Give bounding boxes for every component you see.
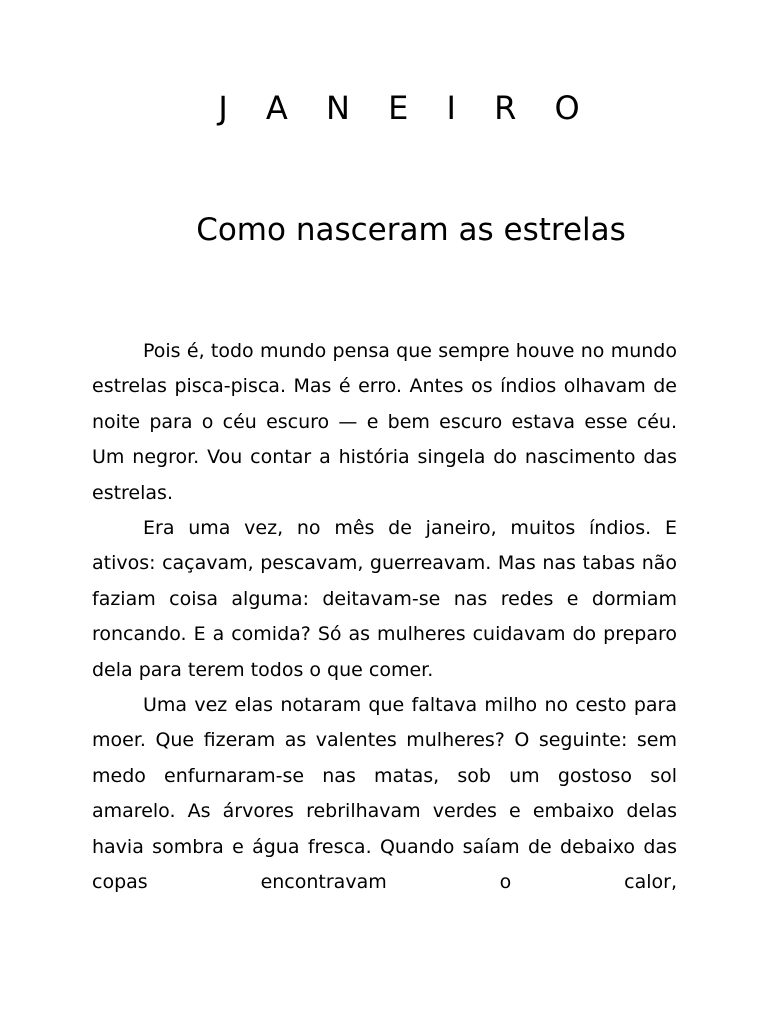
story-title: Como nasceram as estrelas <box>196 212 626 248</box>
paragraph-2: Era uma vez, no mês de janeiro, muitos índios. E ativos: caçavam, pescavam, guerreavam. Mas nas tabas não faziam coisa alguma: deitavam-se nas redes e dormiam roncando. E a comida? Só as mulheres cuidavam do preparo dela para terem todos o que comer. <box>92 517 677 681</box>
chapter-heading: J A N E I R O <box>218 89 594 127</box>
paragraph-1: Pois é, todo mundo pensa que sempre houve no mundo estrelas pisca-pisca. Mas é erro. Antes os índios olhavam de noite para o céu escuro — e bem escuro estava esse céu. Um negror. Vou contar a história singela do nascimento das estrelas. <box>92 340 677 504</box>
body-text <box>92 334 677 901</box>
paragraph-3: Uma vez elas notaram que faltava milho no cesto para moer. Que fizeram as valentes mulheres? O seguinte: sem medo enfurnaram-se nas matas, sob um gostoso sol amarelo. As árvores rebrilhavam verdes e embaixo delas havia sombra e água fresca. Quando saíam de debaixo das copas encontravam o calor, <box>92 694 677 894</box>
